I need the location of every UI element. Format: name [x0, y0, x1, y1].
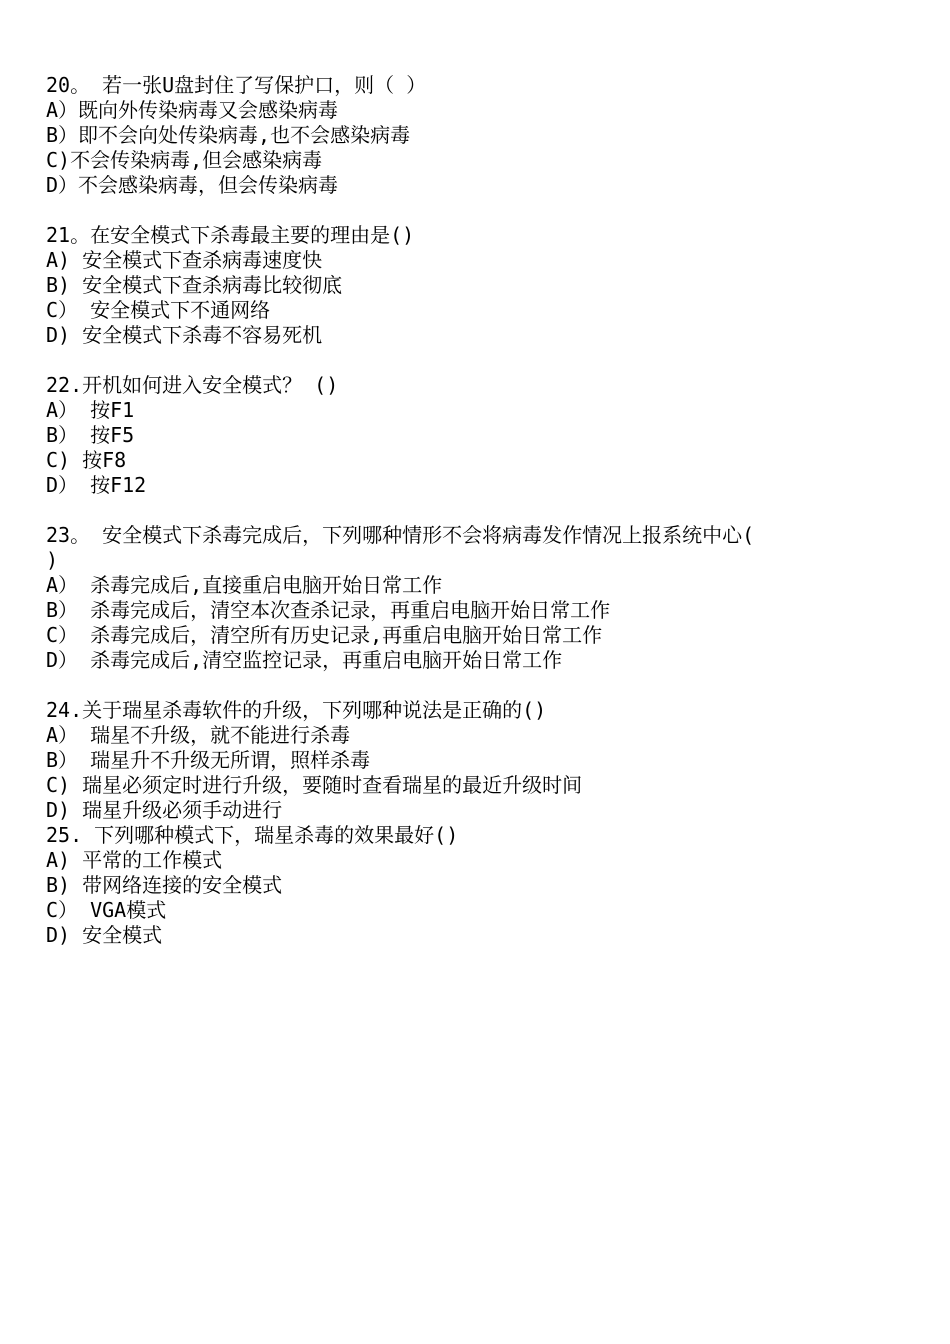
option-d: D）不会感染病毒，但会传染病毒 — [46, 173, 339, 197]
option-d: D) 安全模式 — [46, 923, 163, 947]
question-25 — [46, 823, 916, 948]
question-stem: 20。 若一张U盘封住了写保护口，则（ ） — [46, 73, 427, 97]
question-21 — [46, 223, 916, 348]
option-b: B）即不会向处传染病毒,也不会感染病毒 — [46, 123, 411, 147]
document-page — [46, 73, 916, 948]
question-23 — [46, 523, 916, 673]
option-c: C) 按F8 — [46, 448, 127, 472]
question-stem: 22.开机如何进入安全模式？ () — [46, 373, 339, 397]
question-stem: 21。在安全模式下杀毒最主要的理由是() — [46, 223, 415, 247]
option-a: A) 平常的工作模式 — [46, 848, 223, 872]
option-b: B） 按F5 — [46, 423, 135, 447]
option-a: A）既向外传染病毒又会感染病毒 — [46, 98, 339, 122]
option-a: A） 按F1 — [46, 398, 135, 422]
question-stem: 23。 安全模式下杀毒完成后，下列哪种情形不会将病毒发作情况上报系统中心( — [46, 523, 755, 547]
option-b: B） 杀毒完成后，清空本次查杀记录，再重启电脑开始日常工作 — [46, 598, 611, 622]
question-24 — [46, 698, 916, 823]
option-c: C） 安全模式下不通网络 — [46, 298, 271, 322]
option-d: D） 按F12 — [46, 473, 147, 497]
question-20 — [46, 73, 916, 198]
question-stem-continuation: ) — [46, 548, 59, 572]
option-b: B) 带网络连接的安全模式 — [46, 873, 283, 897]
question-stem: 24.关于瑞星杀毒软件的升级，下列哪种说法是正确的() — [46, 698, 547, 722]
option-a: A） 瑞星不升级，就不能进行杀毒 — [46, 723, 351, 747]
question-22 — [46, 373, 916, 498]
option-b: B) 安全模式下查杀病毒比较彻底 — [46, 273, 343, 297]
question-stem: 25. 下列哪种模式下，瑞星杀毒的效果最好() — [46, 823, 459, 847]
option-d: D) 安全模式下杀毒不容易死机 — [46, 323, 323, 347]
option-c: C)不会传染病毒,但会感染病毒 — [46, 148, 323, 172]
option-d: D） 杀毒完成后,清空监控记录，再重启电脑开始日常工作 — [46, 648, 563, 672]
option-b: B） 瑞星升不升级无所谓，照样杀毒 — [46, 748, 371, 772]
option-c: C） 杀毒完成后，清空所有历史记录,再重启电脑开始日常工作 — [46, 623, 603, 647]
option-c: C) 瑞星必须定时进行升级，要随时查看瑞星的最近升级时间 — [46, 773, 583, 797]
option-c: C） VGA模式 — [46, 898, 167, 922]
option-a: A) 安全模式下查杀病毒速度快 — [46, 248, 323, 272]
option-a: A） 杀毒完成后,直接重启电脑开始日常工作 — [46, 573, 443, 597]
option-d: D) 瑞星升级必须手动进行 — [46, 798, 283, 822]
